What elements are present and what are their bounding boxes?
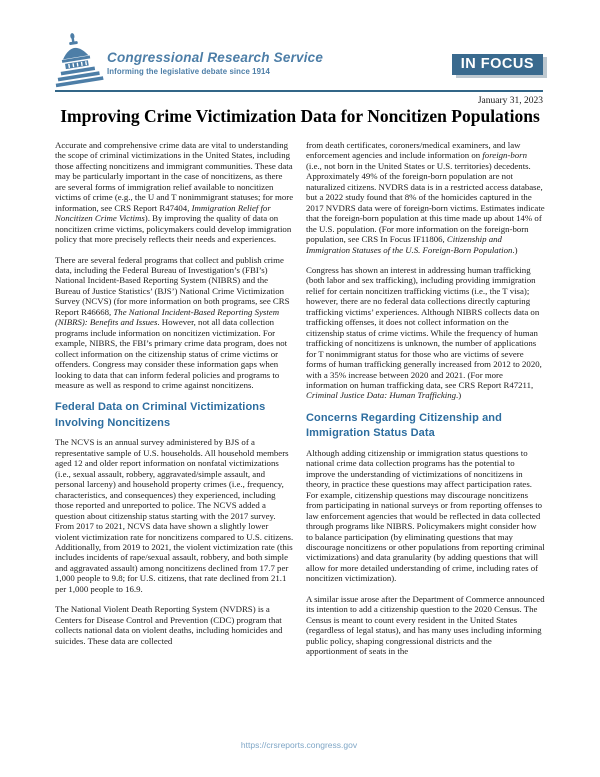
body-paragraph: The National Violent Death Reporting System (NVDRS) is a Centers for Disease Control and Prevention (CDC) program that collects national data on violent deaths, including homicides and suicides. These data are collected [55,604,283,646]
body-columns [55,140,545,740]
body-paragraph: Congress has shown an interest in addressing human trafficking (both labor and sex trafficking), including providing immigration relief for certain noncitizen trafficking victims (i.e., the T visa); however, there are no federal data collections directly capturing trafficking victims’ experiences. Although NIBRS collects data on trafficking offenses, it does not collect information on the citizenship status of crime victims. While the frequency of human trafficking of noncitizens is unknown, the number of applications for T nonimmigrant status for those who are victims of severe forms of human trafficking generally increased from 2012 to 2020, with a 35% increase between 2020 and 2021. (For more information on human trafficking data, see CRS Report R47211, Criminal Justice Data: Human Trafficking.) [306,264,542,401]
footer-url-link[interactable]: https://crsreports.congress.gov [240,740,358,750]
body-paragraph: Although adding citizenship or immigration status questions to national crime data collection programs has the potential to improve the understanding of victimizations of noncitizens in theory, in practice these questions may affect participation rates. For example, citizenship questions may discourage noncitizens from participating in national surveys or from reporting offenses to law enforcement agencies that would be reflected in data collected through programs like NIBRS. Policymakers might consider how to balance participation (by eliminating questions that may discourage noncitizens or other populations from reporting criminal victimizations) and data granularity (by adding questions that will allow for more detailed understanding of crime, including rates of noncitizen victimization). [306,447,545,584]
column-left [55,140,294,740]
crs-logo [52,30,323,86]
column-right [306,140,545,740]
crs-logo-title: Congressional Research Service [107,50,324,65]
body-paragraph: There are several federal programs that collect and publish crime data, including the Federal Bureau of Investigation’s (FBI’s) National Incident-Based Reporting System (NIBRS) and the Bureau of Justice Statistics’ (BJS’) National Crime Victimization Survey (NCVS) (for more information on both programs, see CRS Report R46668, The National Incident-Based Reporting System (NIBRS): Benefits and Issues. However, not all data collection programs include information on noncitizen victimization. For example, NIBRS, the FBI’s primary crime data program, does not collect information on the citizenship status of crime victims or offenders. Congress may consider these information gaps when looking to data that can inform federal policies and programs to measure as well as respond to crime against noncitizens. [55,254,290,390]
capitol-dome-icon [48,29,104,90]
body-paragraph: A similar issue arose after the Department of Commerce announced its intention to add a citizenship question to the 2020 Census. The Census is meant to count every resident in the United States (regardless of legal status), and has many uses including informing public policy, shaping congressional districts and the apportionment of seats in the [306,593,545,657]
in-focus-badge: IN FOCUS [452,54,543,75]
body-paragraph: from death certificates, coroners/medical examiners, and law enforcement agencies and include information on foreign-born (i.e., not born in the United States or U.S. territories) decedents. Approximately 49% of the foreign-born population are not naturalized citizens. NVDRS data is in a restricted access database, but a 2022 study found that 8% of the homicides captured in the 2017 NVDRS data were of foreign-born victims. Estimates indicate that the foreign-born population at this time made up about 14% of the U.S. population. (For more information on the foreign-born population, see CRS In Focus IF11806, Citizenship and Immigration Statuses of the U.S. Foreign-Born Population.) [306,140,545,255]
report-date: January 31, 2023 [477,96,543,106]
section-heading: Federal Data on Criminal Victimizations Involving Noncitizens [55,401,266,429]
crs-logo-tagline: Informing the legislative debate since 1914 [107,67,270,76]
page-title: Improving Crime Victimization Data for Noncitizen Populations [60,106,540,126]
crs-logo-text [107,30,323,76]
body-paragraph: Accurate and comprehensive crime data are vital to understanding the scope of criminal victimizations in the United States, including those affecting noncitizens and immigrant communities. These data may be particularly important in the case of noncitizens, as there are several forms of immigration relief available to noncitizen victims of crime (e.g., the U and T nonimmigrant statuses; for more information, see CRS Report R47404, Immigration Relief for Noncitizen Crime Victims). By improving the quality of data on noncitizen crime victims, policymakers could develop immigration policy that more precisely reflects their needs and experiences. [55,140,294,245]
body-paragraph: The NCVS is an annual survey administered by BJS of a representative sample of U.S. households. All household members aged 12 and older report information on nonfatal victimizations (i.e., sexual assault, robbery, aggravated/simple assault, and personal larceny) and household property crimes (i.e., frequency, characteristics, and consequences) they experienced, including those reported and unreported to police. The NCVS added a question about citizenship status starting with the 2017 survey. From 2017 to 2021, NCVS data have shown a slightly lower violent victimization rate for noncitizens compared to U.S. citizens. Additionally, from 2019 to 2021, the violent victimization rate (this includes incidents of rape/sexual assault, robbery, and both simple and aggravated assault) among noncitizens declined from 17.7 per 1,000 people to 9.8; for U.S. citizens, that rate declined from 21.1 per 1,000 people to 16.9. [55,437,294,594]
section-heading: Concerns Regarding Citizenship and Immigration Status Data [306,411,502,440]
page-footer [55,735,543,753]
header-divider [55,90,543,92]
